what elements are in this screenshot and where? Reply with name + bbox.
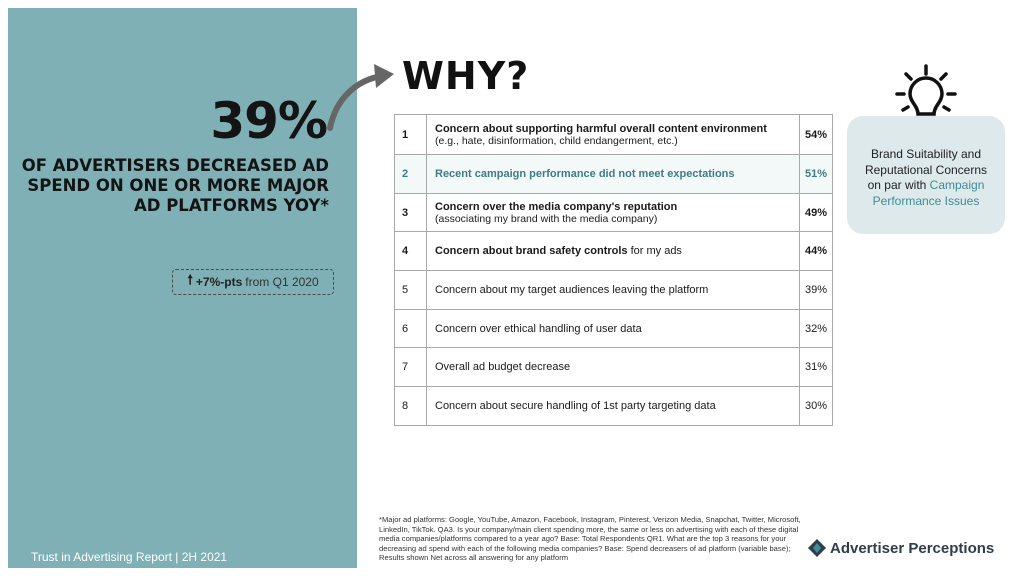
table-row	[395, 155, 833, 194]
footnote: *Major ad platforms: Google, YouTube, Amazon, Facebook, Instagram, Pinterest, Verizon Media, Snapchat, Twitter, Microsoft, LinkedIn, TikTok. QA3. Is your company/main client spending more, the same or less on advertising with each of these digital media companies/platforms compared to a year ago? Base: Total Respondents QR1. What are the top 3 reasons for your decreasing ad spend with each of the following media companies? Base: Spend decreasers of ad platform (variable base); Results shown Net across all answering for any platform	[379, 515, 801, 563]
reason-text: Concern about brand safety controls	[435, 245, 628, 258]
change-label: from Q1 2020	[245, 275, 319, 289]
row-rank: 4	[395, 232, 427, 271]
reason-text: Concern about supporting harmful overall content environment	[435, 122, 767, 135]
row-percent: 54%	[799, 115, 832, 155]
arrow-up-icon: 🠕	[187, 272, 193, 287]
row-percent: 44%	[799, 232, 832, 271]
brand-logo	[808, 539, 994, 557]
row-reason: Recent campaign performance did not meet expectations	[427, 155, 800, 194]
row-rank: 7	[395, 348, 427, 387]
brand-name: Advertiser Perceptions	[830, 539, 995, 557]
curved-arrow-icon	[322, 58, 397, 138]
row-reason	[427, 115, 800, 155]
table-row	[395, 271, 833, 310]
reason-subtext: (associating my brand with the media company)	[435, 212, 658, 225]
reason-subtext: (e.g., hate, disinformation, child endangerment, etc.)	[435, 134, 678, 147]
callout-accent: Campaign Performance Issues	[872, 178, 985, 208]
row-reason: Concern over ethical handling of user data	[427, 309, 800, 348]
row-percent: 30%	[799, 387, 832, 426]
row-reason: Overall ad budget decrease	[427, 348, 800, 387]
reason-text-tail: for my ads	[627, 245, 682, 258]
table-row	[395, 115, 833, 155]
stat-value: 39%	[210, 92, 327, 150]
change-value: +7%-pts	[195, 275, 243, 289]
row-percent: 51%	[799, 155, 832, 194]
change-badge	[172, 269, 334, 295]
table-row	[395, 387, 833, 426]
row-rank: 6	[395, 309, 427, 348]
why-title: WHY?	[402, 54, 530, 98]
report-label: Trust in Advertising Report | 2H 2021	[31, 550, 228, 564]
row-percent: 31%	[799, 348, 832, 387]
reason-text: Concern over the media company's reputation	[435, 200, 678, 213]
row-percent: 39%	[799, 271, 832, 310]
reasons-table	[394, 114, 833, 426]
table-row	[395, 348, 833, 387]
stat-headline: OF ADVERTISERS DECREASED AD SPEND ON ONE OR MORE MAJOR AD PLATFORMS YOY*	[21, 156, 329, 215]
row-percent: 49%	[799, 193, 832, 232]
callout-text: Brand Suitability and Reputational Concerns on par with	[864, 147, 988, 192]
table-row	[395, 309, 833, 348]
brand-mark-icon	[808, 539, 826, 557]
row-rank: 1	[395, 115, 427, 155]
table-row	[395, 232, 833, 271]
row-reason	[427, 193, 800, 232]
row-rank: 2	[395, 155, 427, 194]
stat-panel	[8, 8, 357, 568]
row-reason: Concern about secure handling of 1st party targeting data	[427, 387, 800, 426]
row-rank: 3	[395, 193, 427, 232]
table-row	[395, 193, 833, 232]
row-reason	[427, 232, 800, 271]
row-rank: 8	[395, 387, 427, 426]
callout-box	[847, 116, 1005, 234]
row-rank: 5	[395, 271, 427, 310]
row-percent: 32%	[799, 309, 832, 348]
row-reason: Concern about my target audiences leaving the platform	[427, 271, 800, 310]
